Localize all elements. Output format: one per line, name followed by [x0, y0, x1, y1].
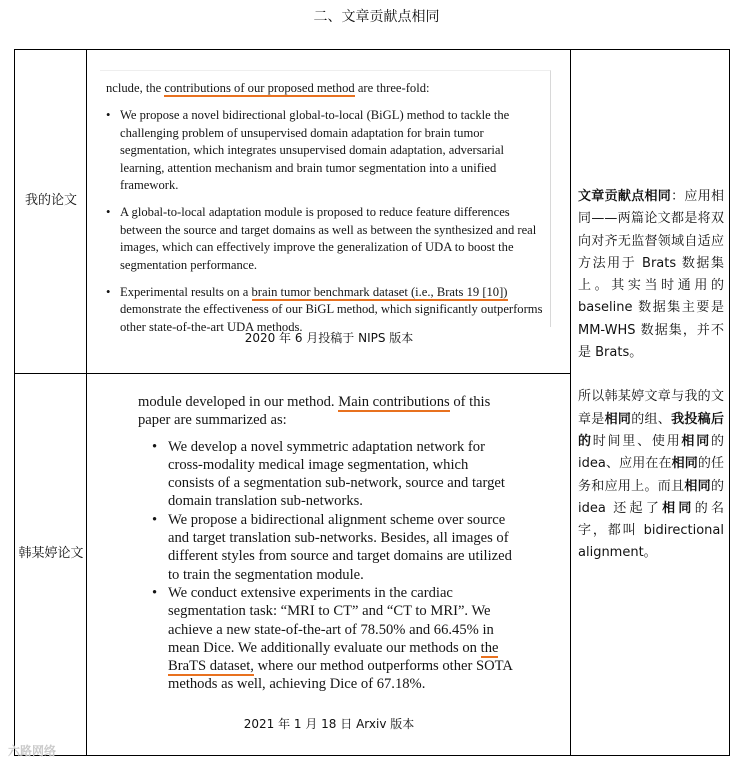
- comparison-note: [578, 186, 724, 565]
- bullet-icon: •: [106, 108, 111, 123]
- table-row-divider: [14, 373, 571, 374]
- table-border-left: [14, 49, 15, 756]
- caption-mine: 2020 年 6 月投稿于 NIPS 版本: [244, 331, 414, 345]
- bullet-icon: •: [152, 584, 158, 601]
- highlight-brats-dataset: the BraTS dataset,: [168, 639, 499, 675]
- note-paragraph-2: 所以韩某婷文章与我的文章是相同的组、我投稿后的时间里、使用相同的 idea、应用在在相同的任务和应用上。而且相同的 idea 还起了相同的名字，都叫 bidirectional alignment。: [578, 389, 724, 561]
- list-item: • We conduct extensive experiments in the cardiac segmentation task: “MRI to CT” and “CT to MRI”. We achieve a new state-of-the-art of 78.50% and 66.45% in mean Dice. We additionally evaluate our methods on the BraTS dataset, where our method outperforms other SOTA methods as well, achieving Dice of 67.18%.: [152, 584, 513, 693]
- list-item: • We propose a bidirectional alignment scheme over source and target translation sub-networks. Besides, all images of different styles from source and target domains are utilized to train the segmentation module.: [152, 511, 512, 583]
- highlight-dataset: brain tumor benchmark dataset (i.e., Brats 19 [10]): [251, 285, 508, 300]
- caption-other: 2021 年 1 月 18 日 Arxiv 版本: [243, 717, 415, 731]
- note-heading: 文章贡献点相同: [578, 189, 672, 204]
- contribution-list: [106, 107, 546, 336]
- row-label-text: 我的论文: [24, 193, 77, 208]
- bullet-icon: •: [106, 285, 111, 300]
- paper-excerpt-other: [138, 393, 518, 694]
- paper-excerpt-mine-text: [106, 80, 546, 336]
- highlight-contributions: contributions of our proposed method: [164, 81, 355, 95]
- table-col-divider-1: [86, 49, 87, 756]
- paper-intro: nclude, the contributions of our proposed method are three-fold:: [106, 81, 430, 95]
- list-item: • We propose a novel bidirectional global-to-local (BiGL) method to tackle the challenging problem of unsupervised domain adaptation for brain tumor segmentation, which integrates unsupervised domain adaptation, adversarial learning, attention mechanism and brain tumor segmentation into a unified framework.: [106, 108, 510, 193]
- list-item: • We develop a novel symmetric adaptation network for cross-modality medical image segmentation, which consists of a segmentation sub-network, source and target domain translation sub-networks.: [152, 438, 505, 510]
- table-border-right: [729, 49, 730, 756]
- list-item: • A global-to-local adaptation module is proposed to reduce feature differences between the source and target domains as well as between the synthesized and real images, which can effectively improve the generalization of UDA to boost the segmentation performance.: [106, 205, 537, 272]
- contribution-list: [152, 438, 518, 694]
- bullet-icon: •: [106, 205, 111, 220]
- table-border-bottom: [14, 755, 730, 756]
- watermark: 六路网络: [8, 744, 57, 758]
- section-heading: 二、文章贡献点相同: [313, 9, 440, 25]
- row-label-other-paper: [17, 543, 85, 564]
- row-label-text: 韩某婷论文: [18, 546, 84, 561]
- table-border-top: [14, 49, 730, 50]
- highlight-main-contributions: Main contributions: [338, 394, 450, 410]
- row-label-my-paper: [17, 190, 85, 211]
- bullet-icon: •: [152, 511, 158, 528]
- bullet-icon: •: [152, 438, 158, 455]
- paper-intro: module developed in our method. Main contributions of this paper are summarized as:: [138, 394, 491, 429]
- list-item: • Experimental results on a brain tumor benchmark dataset (i.e., Brats 19 [10]) demonstrate the effectiveness of our BiGL method, which significantly outperforms other state-of-the-art UDA methods.: [106, 285, 543, 334]
- table-col-divider-2: [570, 49, 571, 756]
- note-paragraph-1: 文章贡献点相同：应用相同——两篇论文都是将双向对齐无监督领域自适应方法用于 Brats 数据集上。其实当时通用的 baseline 数据集主要是 MM-WHS 数据集，并不是 Brats。: [578, 189, 724, 361]
